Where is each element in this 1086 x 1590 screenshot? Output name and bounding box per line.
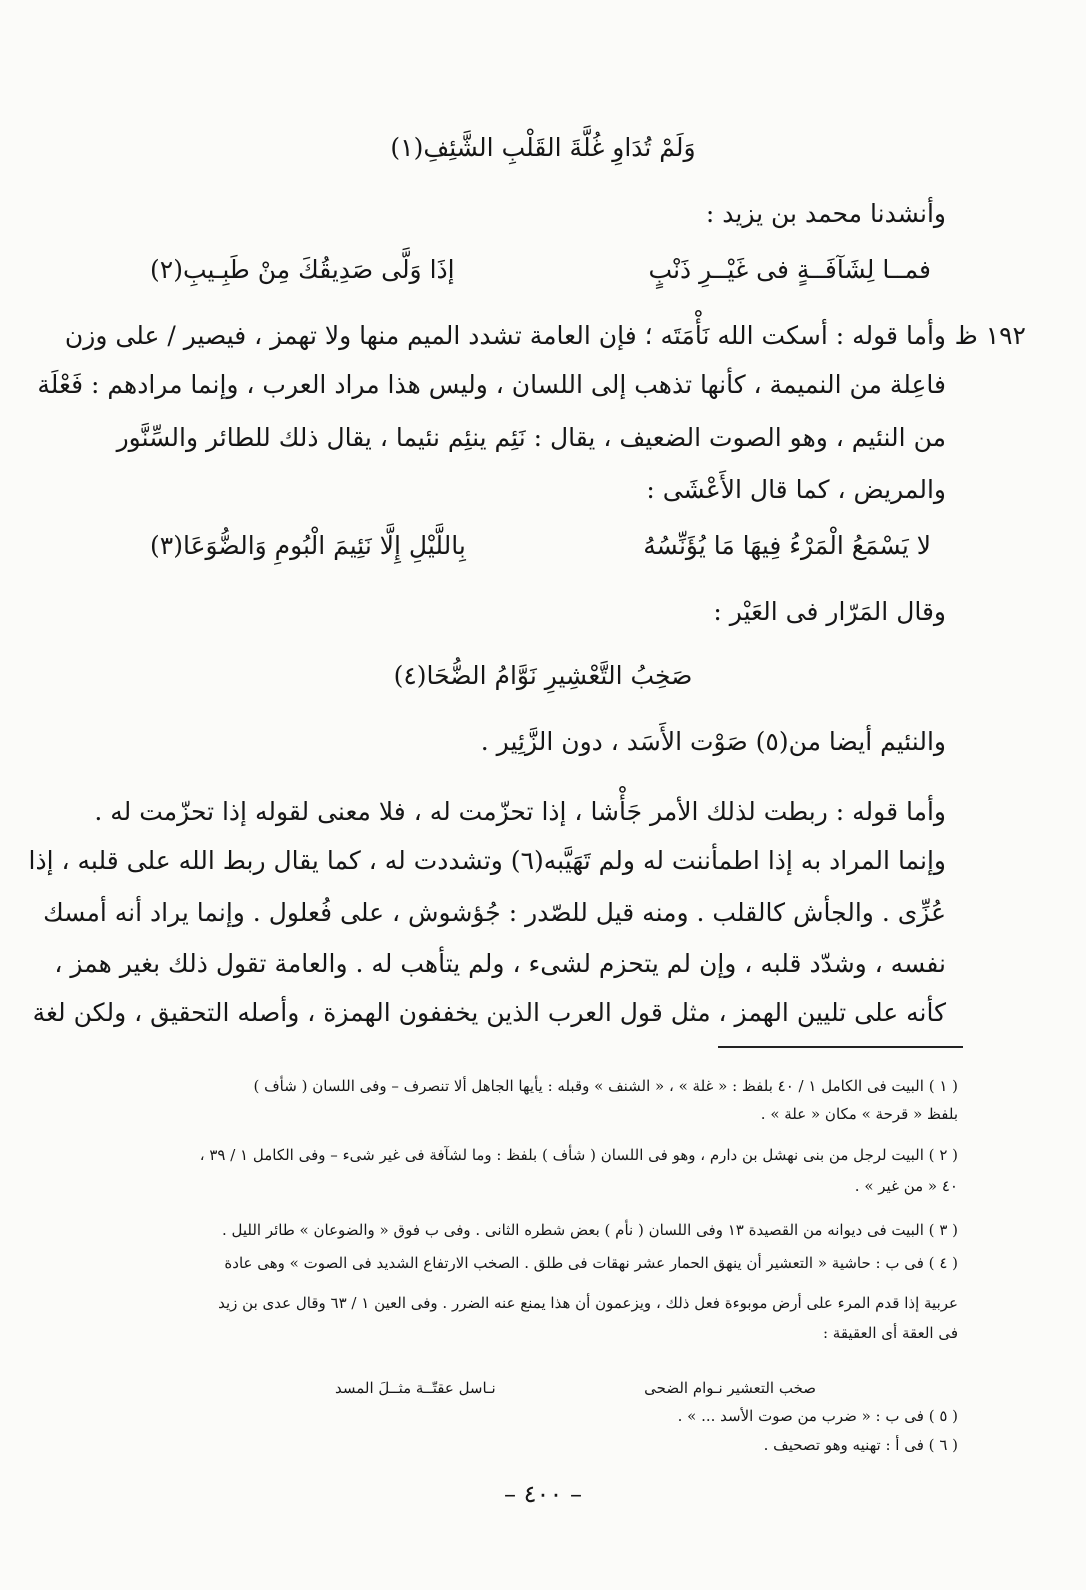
verse-line-4: صَخِبُ التَّعْشِيرِ نَوَّامُ الضُّحَا(٤)	[393, 661, 693, 690]
verse-line-1: وَلَمْ تُدَاوِ غُلَّةَ القَلْبِ الشَّئِفِ(١)	[390, 133, 696, 162]
verse-couplet-2	[150, 250, 931, 290]
paragraph-line: وأما قوله : أسكت الله نَأْمَتَه ؛ فإن العامة تشدد الميم منها ولا تهمز ، فيصير / على وزن	[64, 321, 946, 350]
verse-couplet-3	[150, 526, 931, 566]
paragraph-line: والنئيم أيضا من(٥) صَوْت الأَسَد ، دون الزَّئِير .	[480, 727, 946, 756]
paragraph-line: وأما قوله : ربطت لذلك الأمر جَأْشا ، إذا تحزّمت له ، فلا معنى لقوله إذا تحزّمت له .	[94, 797, 946, 826]
hemistich-first: لا يَسْمَعُ الْمَرْءُ فِيهَا مَا يُؤَنِّسُهُ	[643, 531, 931, 560]
footnote-verse	[335, 1376, 816, 1400]
footnote-line: ( ٤ ) فى ب : حاشية « التعشير أن ينهق الحمار عشر نهقات فى طلق . الصخب الارتفاع الشديد فى الصوت » وهى عادة	[224, 1254, 958, 1272]
hemistich-first: فمــا لِشَآفَــةٍ فى غَيْــرِ ذَنْبٍ	[648, 255, 931, 284]
footnote-line: عربية إذا قدم المرء على أرض موبوءة فعل ذلك ، ويزعمون أن هذا يمنع عنه الضرر . وفى العين ١ / ٦٣ وقال عدى بن زيد	[218, 1294, 958, 1312]
hemistich-first: صخب التعشير نـوام الضحى	[644, 1379, 816, 1397]
intro-line-1: وأنشدنا محمد بن يزيد :	[705, 199, 946, 228]
hemistich-second: نـاسل عقتّــة مثــلَ المسد	[335, 1379, 496, 1397]
paragraph-line: نفسه ، وشدّد قلبه ، وإن لم يتحزم لشىء ، ولم يتأهب له . والعامة تقول ذلك بغير همز ،	[54, 949, 946, 978]
footnote-line: ( ٥ ) فى ب : « ضرب من صوت الأسد ... » .	[677, 1407, 958, 1425]
footnote-line: ( ٢ ) البيت لرجل من بنى نهشل بن دارم ، وهو فى اللسان ( شأف ) بلفظ : وما لشآفة فى غير شىء – وفى الكامل ١ / ٣٩ ،	[199, 1146, 958, 1164]
paragraph-line: عُزِّى . والجأش كالقلب . ومنه قيل للصّدر : جُؤشوش ، على فُعلول . وإنما يراد أنه أمسك	[43, 898, 946, 927]
paragraph-line: من النئيم ، وهو الصوت الضعيف ، يقال : نَئِم ينئِم نئيما ، يقال ذلك للطائر والسِّنَّور	[116, 423, 946, 452]
paragraph-line: وإنما المراد به إذا اطمأننت له ولم تَهَيَّبه(٦) وتشددت له ، كما يقال ربط الله على قلبه ، إذا	[28, 846, 946, 875]
footnote-line: بلفظ « قرحة » مكان « علة » .	[760, 1105, 958, 1123]
manuscript-folio-ref: ١٩٢ ظ	[954, 321, 1026, 350]
page-number: – ٤٠٠ –	[504, 1480, 582, 1508]
footnote-line: فى العقة أى العقيقة :	[822, 1324, 958, 1342]
footnote-separator	[718, 1046, 963, 1048]
footnote-line: ( ٦ ) فى أ : تهنيه وهو تصحيف .	[763, 1436, 958, 1454]
footnote-line: ( ٣ ) البيت فى ديوانه من القصيدة ١٣ وفى اللسان ( نأم ) بعض شطره الثانى . وفى ب فوق « والضوعان » طائر الليل .	[221, 1221, 958, 1239]
paragraph-line: والمريض ، كما قال الأَعْشَى :	[646, 475, 946, 504]
paragraph-line: كأنه على تليين الهمز ، مثل قول العرب الذين يخففون الهمزة ، وأصله التحقيق ، ولكن لغة	[32, 998, 946, 1027]
footnote-line: ٤٠ « من غير » .	[854, 1177, 958, 1195]
footnote-line: ( ١ ) البيت فى الكامل ١ / ٤٠ بلفظ : « غلة » ، « الشنف » وقبله : يأيها الجاهل ألا تنصرف – وفى اللسان ( شأف )	[253, 1077, 958, 1095]
hemistich-second: إذَا وَلَّى صَدِيقُكَ مِنْ طَبِـيبِ(٢)	[150, 255, 455, 284]
paragraph-line: فاعِلة من النميمة ، كأنها تذهب إلى اللسان ، وليس هذا مراد العرب ، وإنما مرادهم : فَعْلَة	[37, 370, 946, 399]
hemistich-second: بِاللَّيْلِ إِلَّا نَئِيمَ الْبُومِ وَالضُّوَعَا(٣)	[150, 531, 466, 560]
intro-line-2: وقال المَرّار فى العَيْر :	[713, 597, 946, 626]
